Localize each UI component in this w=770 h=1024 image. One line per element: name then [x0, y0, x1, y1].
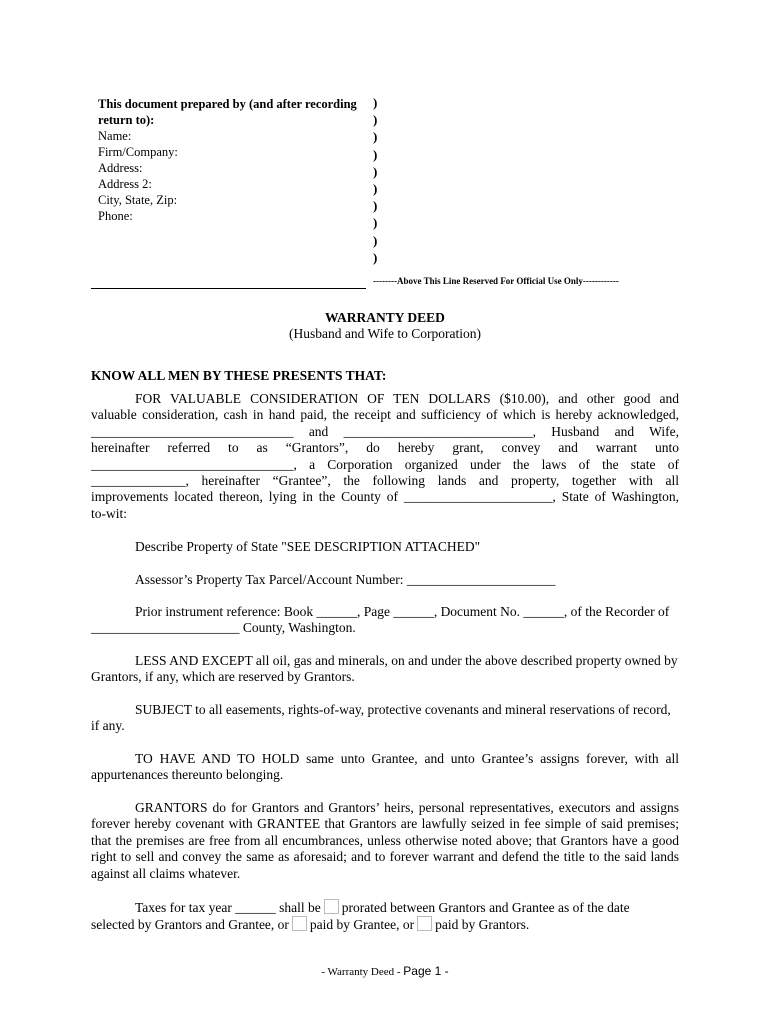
taxes-paragraph [91, 899, 679, 934]
page-number: Page 1 - [403, 964, 449, 978]
consideration-line: FOR VALUABLE CONSIDERATION OF TEN DOLLARS ($10.00), and other good and [135, 391, 679, 406]
know-all-men-heading: KNOW ALL MEN BY THESE PRESENTS THAT: [91, 368, 387, 383]
taxes-text: prorated between Grantors and Grantee as of the date [341, 900, 630, 915]
consideration-line: ______________________________ and ____________________________, Husband and Wife, [91, 423, 679, 439]
less-and-except-paragraph: LESS AND EXCEPT all oil, gas and minerals, on and under the above described property owned by Grantors, if any, which are reserved by Grantors. [91, 653, 678, 685]
consideration-line: hereinafter referred to as “Grantors”, do hereby grant, convey and warrant unto [91, 440, 679, 456]
taxes-text: paid by Grantee, or [309, 917, 415, 933]
paid-by-grantee-checkbox[interactable] [292, 916, 307, 931]
field-firm-company: Firm/Company: [98, 145, 178, 159]
consideration-line: ______________________________, a Corporation organized under the laws of the state of [91, 456, 679, 472]
document-title: WARRANTY DEED [325, 310, 445, 325]
subject-to-paragraph: SUBJECT to all easements, rights-of-way, protective covenants and mineral reservations of record, if any. [91, 702, 671, 734]
paid-by-grantors-checkbox[interactable] [417, 916, 432, 931]
consideration-line: valuable consideration, cash in hand paid, the receipt and sufficiency of which is hereby acknowledged, [91, 407, 679, 423]
paren: ) [373, 95, 378, 110]
field-address: Address: [98, 161, 143, 175]
prepared-by-heading: This document prepared by (and after recording return to): [98, 97, 357, 127]
consideration-line: to-wit: [91, 505, 127, 521]
habendum-paragraph: TO HAVE AND TO HOLD same unto Grantee, and unto Grantee’s assigns forever, with all appurtenances thereunto belonging. [91, 751, 679, 783]
paren-column [373, 94, 377, 266]
taxes-line-1 [91, 899, 679, 916]
paren: ) [373, 249, 378, 265]
field-name: Name: [98, 129, 132, 143]
field-phone: Phone: [98, 209, 133, 223]
preparer-block [98, 96, 370, 224]
taxes-line-2 [91, 916, 679, 933]
document-subtitle: (Husband and Wife to Corporation) [289, 326, 481, 341]
property-description: Describe Property of State "SEE DESCRIPTION ATTACHED" [135, 539, 481, 554]
paren: ) [373, 163, 378, 179]
paren: ) [373, 112, 378, 128]
prior-instrument-reference [91, 604, 679, 637]
signature-rule [91, 288, 366, 289]
paren: ) [373, 232, 378, 248]
taxes-text: Taxes for tax year ______ shall be [135, 900, 321, 915]
prior-instrument-line: Prior instrument reference: Book ______, Page ______, Document No. ______, of the Recorder of [135, 604, 670, 619]
footer-label: - Warranty Deed - [321, 966, 401, 978]
assessor-parcel-number: Assessor’s Property Tax Parcel/Account Number: ______________________ [135, 572, 556, 587]
field-address-2: Address 2: [98, 177, 152, 191]
covenant-paragraph: GRANTORS do for Grantors and Grantors’ heirs, personal representatives, executors and assigns forever hereby covenant with GRANTEE that Grantors are lawfully seized in fee simple of said premises; that the premises are free from all encumbrances, unless otherwise noted above; that Grantors have a good right to sell and convey the same as aforesaid; and to forever warrant and defend the title to the said lands against all claims whatever. [91, 800, 679, 881]
page-footer [0, 964, 770, 978]
paren: ) [373, 198, 378, 214]
taxes-text: paid by Grantors. [435, 917, 530, 933]
field-city-state-zip: City, State, Zip: [98, 193, 178, 207]
consideration-line: improvements located thereon, lying in the County of ______________________, State of Washington, [91, 489, 679, 505]
paren: ) [373, 129, 378, 145]
paren: ) [373, 180, 378, 196]
taxes-text: selected by Grantors and Grantee, or [91, 917, 289, 933]
consideration-paragraph [91, 391, 679, 522]
consideration-line: ______________, hereinafter “Grantee”, the following lands and property, together with all [91, 473, 679, 489]
paren: ) [373, 146, 378, 162]
official-use-notice: --------Above This Line Reserved For Official Use Only------------ [373, 276, 619, 286]
prior-instrument-line: ______________________ County, Washington. [91, 620, 356, 636]
prorated-checkbox[interactable] [324, 899, 339, 914]
paren: ) [373, 215, 378, 231]
